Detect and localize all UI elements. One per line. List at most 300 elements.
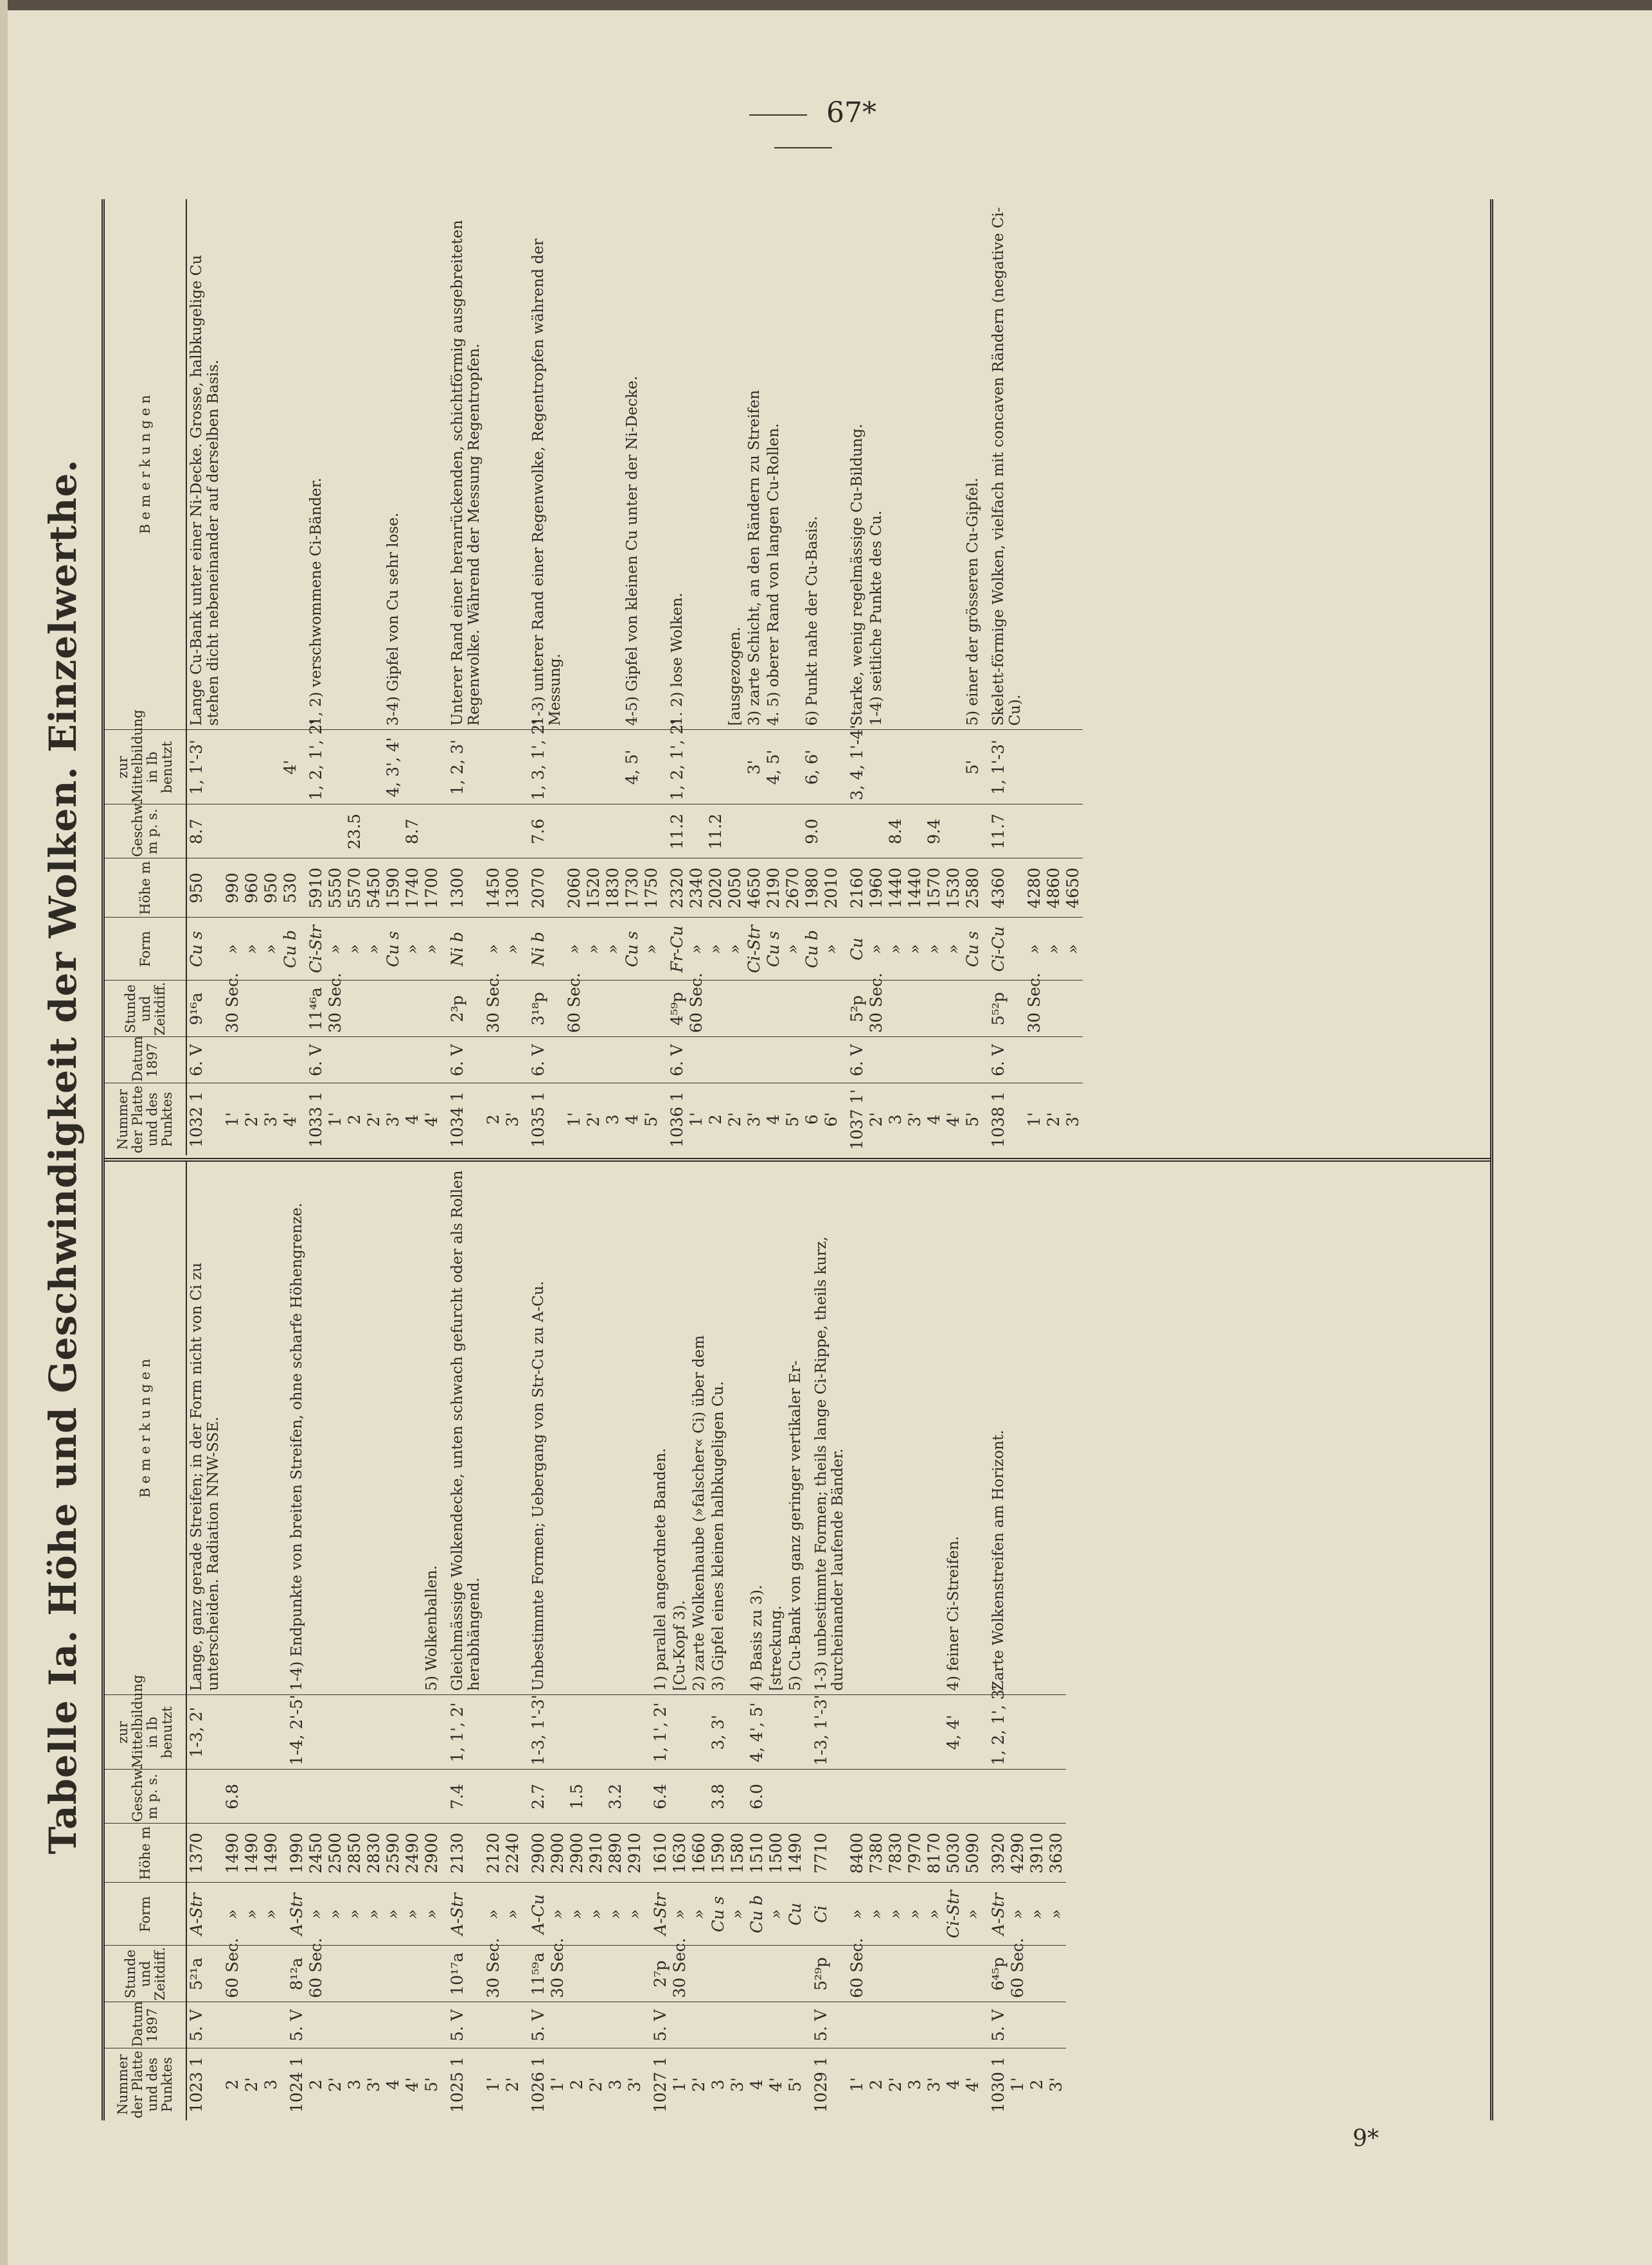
cell-form: » — [326, 918, 345, 981]
cell-bemerkung: 1. 2) lose Wolken. — [669, 592, 686, 726]
cell-hoehe: 2070 — [522, 858, 565, 918]
cell-hoehe: 2910 — [625, 1824, 644, 1883]
cell-stunde: 4⁵⁹p — [661, 981, 687, 1037]
table-row — [1008, 1162, 1027, 2120]
cell-form: » — [905, 1883, 925, 1946]
cell-datum — [822, 1037, 841, 1083]
cell-geschw — [944, 1770, 963, 1824]
cell-geschw — [503, 804, 522, 858]
cell-geschw: 8.7 — [403, 804, 422, 858]
table-row — [306, 1162, 326, 2120]
table-row — [403, 199, 422, 1155]
cell-datum — [886, 1037, 905, 1083]
cell-datum — [867, 2002, 886, 2048]
cell-bemerkung — [687, 199, 706, 730]
cell-stunde: 30 Sec. — [223, 981, 242, 1037]
table-row — [747, 1162, 767, 2120]
cell-mittel — [606, 1695, 625, 1770]
cell-form: » — [905, 918, 925, 981]
cell-datum — [503, 2002, 522, 2048]
cell-mittel — [326, 730, 345, 804]
cell-nummer: 1' — [565, 1083, 584, 1155]
cell-geschw — [725, 804, 745, 858]
table-row — [522, 1162, 548, 2120]
cell-mittel: 4, 3', 4' — [384, 730, 403, 804]
table-row — [805, 1162, 848, 2120]
cell-geschw — [963, 1770, 982, 1824]
cell-bemerkung: 3) zarte Schicht, an den Rändern zu Streifen — [746, 389, 763, 726]
cell-geschw — [306, 1770, 326, 1824]
cell-geschw — [281, 804, 300, 858]
cell-datum: 5. V — [982, 2002, 1008, 2048]
cell-stunde — [262, 981, 281, 1037]
cell-stunde: 60 Sec. — [848, 1946, 867, 2002]
cell-datum — [403, 2002, 422, 2048]
cell-datum — [345, 2002, 364, 2048]
cell-geschw — [242, 1770, 262, 1824]
cell-datum — [886, 2002, 905, 2048]
cell-mittel — [822, 730, 841, 804]
cell-form: » — [1025, 918, 1044, 981]
cell-geschw — [905, 1770, 925, 1824]
cell-datum — [625, 2002, 644, 2048]
cell-datum — [548, 2002, 567, 2048]
cell-hoehe: 5570 — [345, 858, 364, 918]
cell-nummer: 2' — [584, 1083, 603, 1155]
cell-stunde: 60 Sec. — [223, 1946, 242, 2002]
cell-nummer: 3 — [345, 2048, 364, 2120]
cell-mittel: 1, 2, 1', 3' — [982, 1695, 1008, 1770]
table-row — [687, 199, 706, 1155]
cell-hoehe: 1300 — [503, 858, 522, 918]
cell-mittel: 3' — [745, 730, 764, 804]
cell-stunde — [886, 1946, 905, 2002]
cell-stunde: 2⁷p — [644, 1946, 670, 2002]
cell-mittel — [767, 1695, 786, 1770]
cell-stunde — [963, 981, 982, 1037]
cell-hoehe: 1630 — [670, 1824, 689, 1883]
cell-datum — [326, 1037, 345, 1083]
cell-mittel — [944, 730, 963, 804]
cell-nummer: 3' — [728, 2048, 747, 2120]
cell-hoehe: 1490 — [242, 1824, 262, 1883]
cell-hoehe: 1440 — [886, 858, 905, 918]
cell-form: » — [242, 918, 262, 981]
cell-stunde — [925, 981, 944, 1037]
cell-hoehe: 2120 — [484, 1824, 503, 1883]
cell-form: » — [848, 1883, 867, 1946]
cell-form: » — [422, 918, 441, 981]
cell-hoehe: 2900 — [422, 1824, 441, 1883]
cell-mittel — [503, 730, 522, 804]
cell-hoehe: 3910 — [1027, 1824, 1047, 1883]
cell-hoehe: 1830 — [603, 858, 623, 918]
cell-datum — [905, 1037, 925, 1083]
table-row — [745, 199, 764, 1155]
cell-hoehe: 3920 — [982, 1824, 1008, 1883]
cell-bemerkung — [963, 1162, 982, 1695]
cell-stunde — [587, 1946, 606, 2002]
cell-geschw — [384, 1770, 403, 1824]
cell-hoehe: 4860 — [1044, 858, 1063, 918]
cell-form: Cu — [841, 918, 867, 981]
cell-datum — [364, 2002, 384, 2048]
cell-nummer: 4' — [422, 1083, 441, 1155]
cell-bemerkung: Unbestimmte Formen; Uebergang von Str-Cu zu A-Cu. — [530, 1281, 547, 1691]
cell-bemerkung — [1047, 1162, 1066, 1695]
cell-bemerkung — [484, 1162, 503, 1695]
cell-form: » — [384, 1883, 403, 1946]
cell-hoehe: 4280 — [1025, 858, 1044, 918]
cell-form: » — [963, 1883, 982, 1946]
cell-nummer: 1026 1 — [522, 2048, 548, 2120]
cell-geschw — [963, 804, 982, 858]
cell-hoehe: 1990 — [281, 1824, 306, 1883]
cell-nummer: 2' — [867, 1083, 886, 1155]
cell-datum — [767, 2002, 786, 2048]
cell-mittel — [783, 730, 803, 804]
header-mittel: zur Mittelbildung in Ib benutzt — [105, 1695, 186, 1770]
cell-mittel — [670, 1695, 689, 1770]
cell-bemerkung — [925, 1162, 944, 1695]
cell-form: » — [867, 918, 886, 981]
cell-geschw — [925, 1770, 944, 1824]
cell-stunde — [262, 1946, 281, 2002]
cell-bemerkung — [905, 199, 925, 730]
cell-form: » — [223, 1883, 242, 1946]
cell-hoehe: 4360 — [982, 858, 1025, 918]
cell-nummer: 3 — [905, 2048, 925, 2120]
cell-form: » — [1027, 1883, 1047, 1946]
table-row — [242, 199, 262, 1155]
table-row — [848, 1162, 867, 2120]
cell-datum — [364, 1037, 384, 1083]
cell-geschw — [484, 804, 503, 858]
cell-nummer: 2' — [242, 1083, 262, 1155]
cell-nummer: 2' — [1044, 1083, 1063, 1155]
cell-hoehe: 1510 — [747, 1824, 767, 1883]
cell-hoehe: 1610 — [644, 1824, 670, 1883]
table-title: Tabelle Ia. Höhe und Geschwindigkeit der Wolken. Einzelwerthe. — [41, 459, 85, 1854]
cell-geschw: 11.2 — [706, 804, 725, 858]
cell-mittel: 1, 1', 2' — [441, 1695, 484, 1770]
cell-bemerkung — [306, 1162, 326, 1695]
cell-nummer: 3' — [625, 2048, 644, 2120]
cell-mittel — [905, 730, 925, 804]
table-row — [1047, 1162, 1066, 2120]
cell-geschw — [503, 1770, 522, 1824]
cell-datum — [242, 1037, 262, 1083]
cell-bemerkung: 3-4) Gipfel von Cu sehr lose. — [385, 512, 402, 726]
cell-stunde — [422, 1946, 441, 2002]
cell-stunde: 30 Sec. — [326, 981, 345, 1037]
cell-mittel — [905, 1695, 925, 1770]
cell-geschw — [805, 1770, 848, 1824]
cell-mittel — [925, 1695, 944, 1770]
cell-geschw — [625, 1770, 644, 1824]
header-mittel: zur Mittelbildung in Ib benutzt — [105, 730, 186, 804]
table-row — [767, 1162, 786, 2120]
cell-form: Ci — [805, 1883, 848, 1946]
cell-nummer: 1025 1 — [441, 2048, 484, 2120]
header-datum: Datum 1897 — [105, 1037, 186, 1083]
table-header-row — [105, 1162, 186, 2120]
cell-hoehe: 1740 — [403, 858, 422, 918]
cell-form: » — [242, 1883, 262, 1946]
cell-hoehe: 2900 — [567, 1824, 587, 1883]
cell-mittel — [1063, 730, 1083, 804]
cell-geschw — [767, 1770, 786, 1824]
cell-geschw — [867, 804, 886, 858]
cell-bemerkung — [242, 1162, 262, 1695]
cell-nummer: 3' — [1063, 1083, 1083, 1155]
cell-geschw: 7.4 — [441, 1770, 484, 1824]
cell-geschw — [728, 1770, 747, 1824]
cell-form: » — [364, 1883, 384, 1946]
cell-nummer: 1038 1 — [982, 1083, 1025, 1155]
cell-nummer: 2 — [1027, 2048, 1047, 2120]
cell-mittel — [925, 730, 944, 804]
cell-datum — [803, 1037, 822, 1083]
header-datum: Datum 1897 — [105, 2002, 186, 2048]
cell-hoehe: 950 — [186, 858, 223, 918]
cell-bemerkung: 2) zarte Wolkenhaube (»falscher« Ci) über dem — [691, 1335, 707, 1691]
cell-nummer: 4 — [623, 1083, 642, 1155]
cell-stunde — [963, 1946, 982, 2002]
cell-nummer: 3' — [925, 2048, 944, 2120]
cell-stunde — [905, 981, 925, 1037]
table-row — [281, 199, 300, 1155]
cell-form: » — [1047, 1883, 1066, 1946]
cell-stunde — [728, 1946, 747, 2002]
header-nummer: Nummer der Platte und des Punktes — [105, 2048, 186, 2120]
cell-form: Cu b — [747, 1883, 767, 1946]
cell-hoehe: 530 — [281, 858, 300, 918]
table-body-left — [186, 1162, 1066, 2120]
cell-stunde: 60 Sec. — [1008, 1946, 1027, 2002]
cell-datum — [262, 1037, 281, 1083]
cell-form: » — [484, 1883, 503, 1946]
cell-form: Cu s — [384, 918, 403, 981]
table-row — [625, 1162, 644, 2120]
cell-hoehe: 8400 — [848, 1824, 867, 1883]
cell-geschw — [848, 1770, 867, 1824]
cell-bemerkung — [867, 1162, 886, 1695]
cell-stunde: 60 Sec. — [565, 981, 584, 1037]
cell-geschw: 8.7 — [186, 804, 223, 858]
table-row — [706, 199, 725, 1155]
cell-geschw: 11.2 — [661, 804, 687, 858]
cell-mittel — [1025, 730, 1044, 804]
cell-form: Cu s — [186, 918, 223, 981]
cell-form: Cu s — [963, 918, 982, 981]
cell-form: » — [565, 918, 584, 981]
cell-form: A-Str — [281, 1883, 306, 1946]
header-geschw: Geschw. m p. s. — [105, 804, 186, 858]
table-row — [623, 199, 642, 1155]
cell-nummer: 1037 1' — [841, 1083, 867, 1155]
cell-geschw — [822, 804, 841, 858]
cell-form: » — [725, 918, 745, 981]
cell-stunde — [1044, 981, 1063, 1037]
cell-nummer: 1029 1 — [805, 2048, 848, 2120]
cell-form: A-Str — [186, 1883, 223, 1946]
cell-nummer: 5' — [422, 2048, 441, 2120]
cell-geschw: 2.7 — [522, 1770, 548, 1824]
cell-mittel — [242, 730, 262, 804]
cell-bemerkung — [944, 199, 963, 730]
cell-form: » — [403, 918, 422, 981]
cell-bemerkung — [905, 1162, 925, 1695]
cell-datum — [848, 2002, 867, 2048]
table-row — [565, 199, 584, 1155]
table-row — [1025, 199, 1044, 1155]
table-row — [441, 1162, 484, 2120]
cell-datum — [905, 2002, 925, 2048]
table-row — [242, 1162, 262, 2120]
cell-datum — [764, 1037, 783, 1083]
cell-stunde: 9¹⁶a — [186, 981, 223, 1037]
table-row — [822, 199, 841, 1155]
cell-geschw — [1025, 804, 1044, 858]
cell-datum — [306, 2002, 326, 2048]
cell-hoehe: 1440 — [905, 858, 925, 918]
cell-geschw — [944, 804, 963, 858]
cell-stunde: 8¹²a — [281, 1946, 306, 2002]
cell-mittel: 1-3, 1'-3' — [522, 1695, 548, 1770]
cell-mittel — [345, 1695, 364, 1770]
cell-form: » — [767, 1883, 786, 1946]
cell-stunde — [403, 981, 422, 1037]
cell-nummer: 2' — [503, 2048, 522, 2120]
cell-mittel — [1044, 730, 1063, 804]
cell-hoehe: 1300 — [441, 858, 484, 918]
cell-bemerkung — [925, 199, 944, 730]
cell-mittel — [403, 730, 422, 804]
cell-hoehe: 2670 — [783, 858, 803, 918]
cell-bemerkung — [603, 199, 623, 730]
cell-datum — [783, 1037, 803, 1083]
cell-nummer: 1023 1 — [186, 2048, 223, 2120]
cell-bemerkung: 1) parallel angeordnete Banden. — [652, 1448, 669, 1691]
cell-hoehe: 2130 — [441, 1824, 484, 1883]
cell-nummer: 4' — [963, 2048, 982, 2120]
cell-mittel — [963, 1695, 982, 1770]
cell-datum: 6. V — [441, 1037, 484, 1083]
cell-mittel — [484, 730, 503, 804]
cell-form: Cu s — [764, 918, 783, 981]
cell-stunde — [786, 1946, 805, 2002]
cell-mittel: 6, 6' — [803, 730, 822, 804]
table-row — [786, 1162, 805, 2120]
cell-stunde — [905, 1946, 925, 2002]
cell-datum — [745, 1037, 764, 1083]
cell-datum — [623, 1037, 642, 1083]
cell-nummer: 1' — [548, 2048, 567, 2120]
cell-form: » — [223, 918, 242, 981]
cell-mittel — [706, 730, 725, 804]
table-row — [262, 199, 281, 1155]
cell-stunde: 30 Sec. — [548, 1946, 567, 2002]
cell-stunde: 5²⁹p — [805, 1946, 848, 2002]
cell-stunde: 5⁵²p — [982, 981, 1025, 1037]
cell-nummer: 3 — [886, 1083, 905, 1155]
header-geschw: Geschw. m p. s. — [105, 1770, 186, 1824]
cell-geschw — [300, 804, 326, 858]
cell-datum — [567, 2002, 587, 2048]
table-row — [484, 199, 503, 1155]
cell-geschw — [867, 1770, 886, 1824]
cell-nummer: 4' — [944, 1083, 963, 1155]
rotated-table-block — [31, 193, 1496, 2120]
cell-hoehe: 4650 — [745, 858, 764, 918]
cell-geschw — [764, 804, 783, 858]
cell-stunde — [242, 981, 262, 1037]
table-row — [803, 199, 822, 1155]
cell-bemerkung — [503, 1162, 522, 1695]
cell-nummer: 2' — [364, 1083, 384, 1155]
cell-bemerkung — [1008, 1162, 1027, 1695]
cell-datum — [403, 1037, 422, 1083]
cell-bemerkung: Skelett-förmige Wolken, vielfach mit concaven Rändern (negative Ci-Cu). — [990, 207, 1024, 726]
cell-form: Cu s — [623, 918, 642, 981]
table-row — [925, 199, 944, 1155]
cell-hoehe: 1980 — [803, 858, 822, 918]
cell-form: » — [603, 918, 623, 981]
cell-form: » — [587, 1883, 606, 1946]
cell-mittel — [548, 1695, 567, 1770]
header-stunde: Stunde und Zeitdiff. — [105, 981, 186, 1037]
cell-datum — [422, 1037, 441, 1083]
cell-hoehe: 1590 — [384, 858, 403, 918]
cell-hoehe: 1730 — [623, 858, 642, 918]
data-table-left — [105, 1162, 1066, 2120]
cell-nummer: 4 — [925, 1083, 944, 1155]
table-row — [963, 1162, 982, 2120]
cell-datum — [587, 2002, 606, 2048]
cell-mittel: 1, 2, 1', 2' — [300, 730, 326, 804]
cell-geschw — [687, 804, 706, 858]
cell-mittel: 3, 3' — [709, 1695, 728, 1770]
cell-stunde — [767, 1946, 786, 2002]
cell-form: Ni b — [441, 918, 484, 981]
cell-stunde — [1063, 981, 1083, 1037]
cell-hoehe: 1750 — [642, 858, 661, 918]
header-bemerkungen: B e m e r k u n g e n — [105, 199, 186, 730]
cell-geschw — [783, 804, 803, 858]
cell-mittel: 1, 1'-3' — [982, 730, 1025, 804]
cell-form: » — [484, 918, 503, 981]
cell-bemerkung — [1044, 199, 1063, 730]
cell-bemerkung — [706, 199, 725, 730]
cell-bemerkung: [streckung. — [768, 1605, 785, 1691]
cell-mittel: 1-3, 1'-3' — [805, 1695, 848, 1770]
cell-hoehe: 3630 — [1047, 1824, 1066, 1883]
cell-stunde — [925, 1946, 944, 2002]
table-row — [1063, 199, 1083, 1155]
cell-mittel — [223, 1695, 242, 1770]
cell-nummer: 4 — [747, 2048, 767, 2120]
table-body-right — [186, 199, 1083, 1155]
cell-stunde: 60 Sec. — [687, 981, 706, 1037]
table-row — [384, 1162, 403, 2120]
cell-form: » — [689, 1883, 709, 1946]
table-row — [326, 199, 345, 1155]
header-nummer: Nummer der Platte und des Punktes — [105, 1083, 186, 1155]
cell-nummer: 1030 1 — [982, 2048, 1008, 2120]
cell-mittel — [642, 730, 661, 804]
cell-hoehe: 2050 — [725, 858, 745, 918]
